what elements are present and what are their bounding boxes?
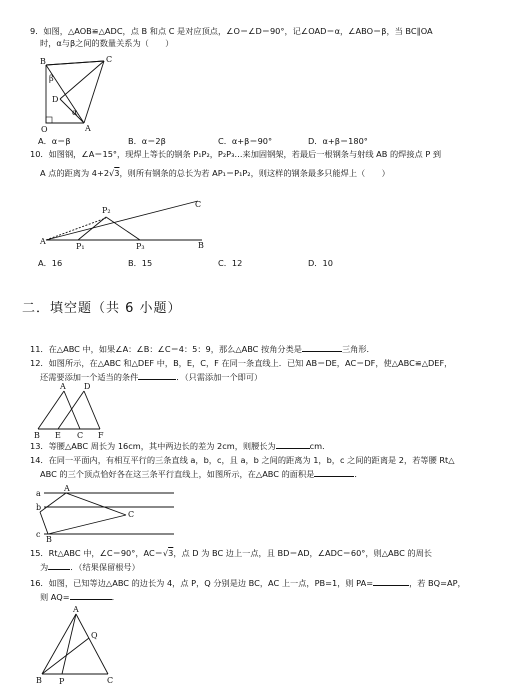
q16-label-Q: Q (91, 631, 98, 640)
q15-stem-line2 (40, 562, 494, 573)
q10-sqrt-radicand: 3 (114, 168, 120, 178)
q14-label-C: C (128, 510, 135, 519)
q10-line2b: ，则所有钢条的总长为若 AP₁＝P₁P₂，则这样的钢条最多只能焊上（ ） (119, 168, 390, 178)
q9-stem-line2: 时，α与β之间的数量关系为（ ） (40, 38, 174, 48)
q12-label-F: F (98, 431, 104, 440)
q14-line2a: ABC 的三个顶点恰好各在这三条平行直线上，如图所示，在△ABC 的面积是 (40, 469, 315, 479)
q9-figure (40, 55, 130, 133)
q10-option-b[interactable]: B．15 (128, 258, 153, 268)
q10-options (38, 258, 398, 269)
q9-option-a[interactable]: A．α＝β (38, 136, 71, 146)
q14-label-A: A (64, 484, 70, 493)
q15-line1b: ，点 D 为 BC 边上一点，且 BD＝AD，∠ADC＝60°，则△ABC 的周长 (173, 548, 432, 558)
q9-label-alpha: α (72, 108, 78, 117)
q12-stem-line2 (40, 372, 494, 383)
q14-answer-blank[interactable] (314, 476, 354, 477)
q12-label-A: A (60, 382, 66, 391)
q16-label-C: C (107, 676, 114, 685)
q15-line2b: ．（结果保留根号） (70, 562, 140, 572)
q16-label-P: P (59, 677, 65, 685)
q10-option-d[interactable]: D．10 (308, 258, 333, 268)
q15-line1a: 15．Rt△ABC 中，∠C＝90°，AC＝ (30, 548, 163, 558)
q13-text-b: cm． (309, 441, 331, 451)
q14-label-c: c (36, 530, 41, 539)
q10-label-A: A (40, 237, 46, 246)
q12-figure (34, 382, 114, 440)
q11-text-a: 11．在△ABC 中，如果∠A：∠B：∠C＝4：5：9，那么△ABC 按角分类是 (30, 344, 302, 354)
q10-figure (40, 195, 215, 250)
q9-option-d[interactable]: D．α+β＝180° (308, 136, 368, 146)
q11-text-b: 三角形． (341, 344, 375, 354)
q9-label-O: O (41, 125, 48, 134)
q14-stem-line2 (40, 469, 494, 480)
q16-pa-blank[interactable] (373, 585, 409, 586)
q16-line1b: ，若 BQ=AP， (409, 578, 466, 588)
q10-label-B: B (198, 241, 204, 250)
q10-option-c[interactable]: C．12 (218, 258, 243, 268)
q9-options (38, 136, 398, 147)
q10-option-a[interactable]: A．16 (38, 258, 63, 268)
q10-stem-line2 (40, 168, 494, 179)
q13-answer-blank[interactable] (276, 448, 310, 449)
q16-aq-blank[interactable] (70, 599, 112, 600)
q10-line2a: A 点的距离为 4+2 (40, 168, 110, 178)
q14-label-b: b (36, 503, 42, 512)
q15-sqrt-radicand: 3 (168, 548, 174, 558)
q9-label-A: A (85, 124, 91, 133)
q16-label-A: A (73, 605, 79, 614)
q11-answer-blank[interactable] (302, 351, 342, 352)
q9-label-C: C (106, 55, 113, 64)
q9-option-b[interactable]: B．α＝2β (128, 136, 166, 146)
q9-option-c[interactable]: C．α+β＝90° (218, 136, 273, 146)
q12-line2b: ．（只需添加一个即可） (176, 372, 263, 382)
q13-text-a: 13．等腰△ABC 周长为 16cm，其中两边长的差为 2cm，则腰长为 (30, 441, 276, 451)
q12-label-E: E (55, 431, 61, 440)
q10-stem-line1: 10．如图钢，∠A＝15°，现焊上等长的钢条 P₁P₂，P₂P₃…来加固钢架，若最后一根钢条与射线 AB 的焊接点 P 到 (30, 149, 442, 159)
q16-line2a: 则 AQ= (40, 592, 70, 602)
q10-label-C: C (195, 200, 202, 209)
q16-stem-line1 (30, 578, 494, 589)
q16-line1a: 16．如图，已知等边△ABC 的边长为 4，点 P，Q 分别是边 BC，AC 上一点，PB=1，则 PA= (30, 578, 374, 588)
q9-label-B: B (40, 57, 46, 66)
q12-stem-line1: 12．如图所示，在△ABC 和△DEF 中，B，E，C，F 在同一条直线上．已知 AB＝DE，AC＝DF，使△ABC≌△DEF， (30, 358, 453, 368)
q14-line2b: ． (354, 469, 363, 479)
q9-label-beta: β (49, 74, 54, 83)
q10-label-P3: P₃ (136, 242, 145, 251)
q16-line2b: ． (111, 592, 120, 602)
q16-stem-line2 (40, 592, 494, 603)
q15-sqrt: √3 (162, 548, 174, 558)
q9-stem-line1: 9．如图，△AOB≌△ADC，点 B 和点 C 是对应顶点，∠O＝∠D＝90°，记∠OAD＝α，∠ABO＝β，当 BC∥OA (30, 26, 433, 36)
q11-stem (30, 344, 494, 355)
q16-figure (36, 605, 116, 685)
q10-sqrt: √3 (109, 168, 120, 178)
q16-label-B: B (36, 676, 42, 685)
q12-line2a: 还需要添加一个适当的条件 (40, 372, 139, 382)
q14-label-B: B (46, 535, 52, 544)
q12-label-B: B (34, 431, 40, 440)
q15-line2a: 为 (40, 562, 49, 572)
q9-label-D: D (52, 95, 59, 104)
q12-label-C: C (77, 431, 84, 440)
q15-stem-line1 (30, 548, 494, 559)
q10-label-P1: P₁ (76, 242, 85, 251)
q10-label-P2: P₂ (102, 206, 111, 215)
q13-stem (30, 441, 494, 452)
section-title: 二．填空题（共 6 小题） (22, 301, 182, 316)
q12-label-D: D (84, 382, 91, 391)
q14-label-a: a (36, 489, 41, 498)
q15-answer-blank[interactable] (48, 569, 70, 570)
q14-figure (34, 485, 184, 543)
q14-stem-line1: 14．在同一平面内，有相互平行的三条直线 a，b，c，且 a，b 之间的距离为 1，b，c 之间的距离是 2，若等腰 Rt△ (30, 455, 455, 465)
q12-answer-blank[interactable] (138, 379, 176, 380)
